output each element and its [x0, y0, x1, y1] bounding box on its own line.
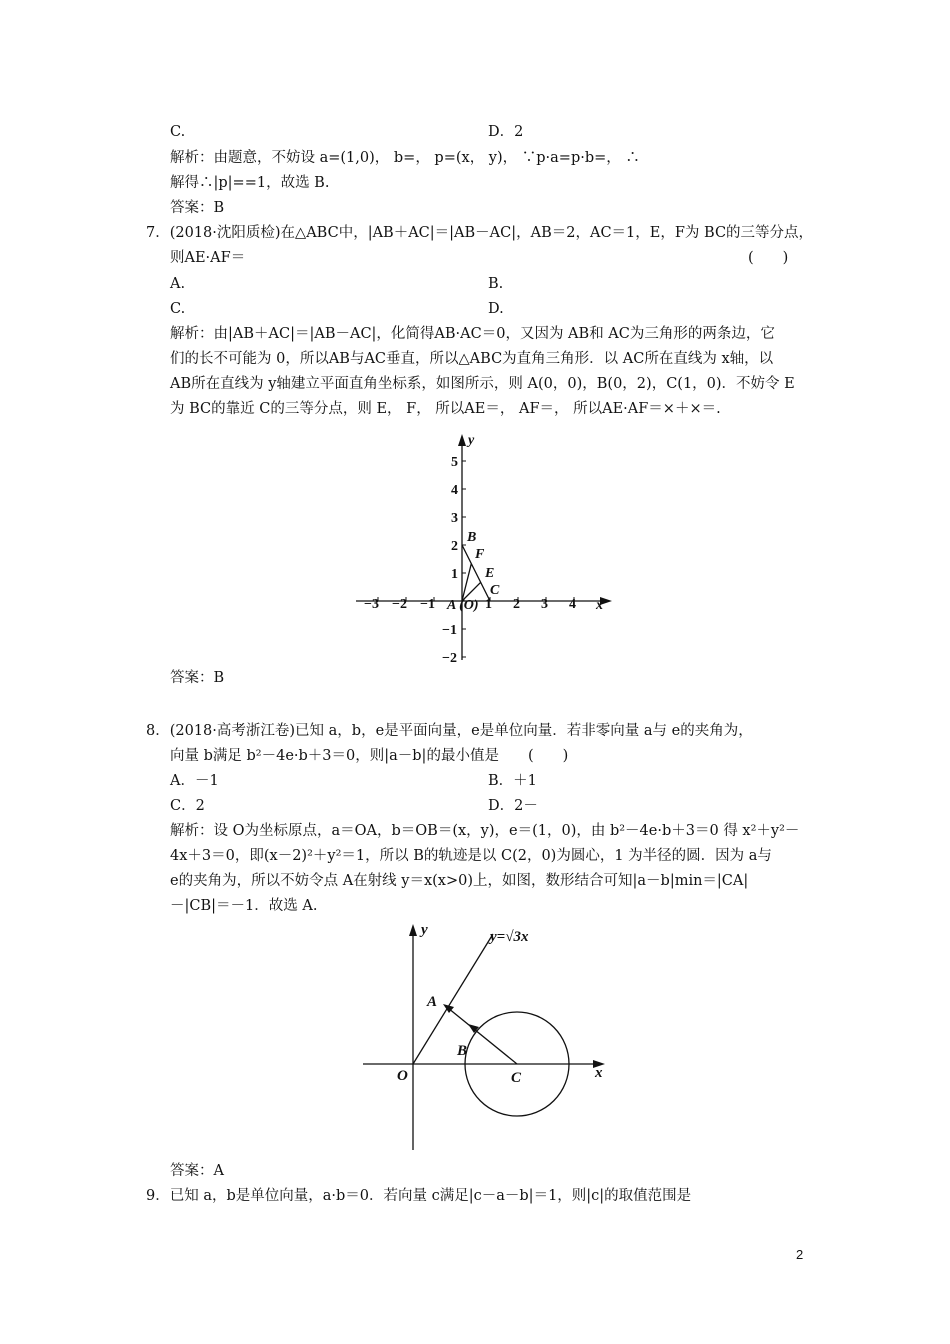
q8-point-a: A	[427, 994, 438, 1010]
q7-option-b: B.	[488, 276, 504, 292]
q7-origin-label: A (O)	[447, 598, 479, 613]
q8-point-c: C	[511, 1070, 522, 1086]
q7-option-d: D.	[488, 301, 504, 317]
q8-answer: 答案：A	[170, 1163, 224, 1179]
q7-option-a: A.	[170, 276, 186, 292]
q7-x-tick: −1	[420, 597, 435, 612]
q7-stem-line1: 7．(2018·沈阳质检)在△ABC中，|AB＋AC|＝|AB－AC|，AB＝2，AC＝1，E，F为 BC的三等分点，	[146, 225, 814, 241]
q7-solution-line2: 们的长不可能为 0，所以AB与AC垂直，所以△ABC为直角三角形．以 AC所在直线为 x轴，以	[170, 351, 774, 367]
q8-solution-line1: 解析：设 O为坐标原点，a＝OA，b＝OB＝(x，y)，e＝(1，0)，由 b²－4e·b＋3＝0 得 x²＋y²－	[170, 823, 800, 839]
q8-solution-line2: 4x＋3＝0，即(x－2)²＋y²＝1，所以 B的轨迹是以 C(2，0)为圆心，1 为半径的圆．因为 a与	[170, 848, 772, 864]
q6-option-c: C.	[170, 124, 186, 140]
q8-x-label: x	[595, 1065, 603, 1081]
q7-point-c: C	[490, 583, 500, 598]
q7-x-tick: 4	[569, 597, 576, 612]
q7-y-tick: −2	[442, 651, 457, 666]
q7-y-label: y	[468, 433, 475, 448]
q8-solution-line3: e的夹角为，所以不妨令点 A在射线 y＝x(x>0)上，如图，数形结合可知|a－b|min＝|CA|	[170, 873, 749, 889]
q7-solution-line4: 为 BC的靠近 C的三等分点，则 E， F， 所以AE＝， AF＝， 所以AE·AF＝×＋×＝.	[170, 401, 721, 417]
q7-y-tick: 5	[451, 455, 458, 470]
q8-option-d: D．2－	[488, 798, 538, 814]
q7-x-tick: 3	[541, 597, 548, 612]
q7-point-e: E	[485, 566, 495, 581]
q7-y-tick: 2	[451, 539, 458, 554]
q7-solution-line1: 解析：由|AB＋AC|＝|AB－AC|，化简得AB·AC＝0，又因为 AB和 AC为三角形的两条边，它	[170, 326, 775, 342]
q7-x-tick: −3	[364, 597, 379, 612]
q7-stem-line2: 则AE·AF＝	[170, 250, 246, 266]
q9-stem-line1: 9．已知 a，b是单位向量，a·b＝0．若向量 c满足|c－a－b|＝1，则|c|的取值范围是	[146, 1188, 692, 1204]
q8-stem-line1: 8．(2018·高考浙江卷)已知 a，b，e是平面向量，e是单位向量．若非零向量 a与 e的夹角为，	[146, 723, 753, 739]
q7-solution-line3: AB所在直线为 y轴建立平面直角坐标系，如图所示，则 A(0，0)，B(0，2)，C(1，0)．不妨令 E	[170, 376, 795, 392]
q8-circle-figure	[355, 920, 615, 1155]
q7-y-tick: 3	[451, 511, 458, 526]
q7-y-tick: 4	[451, 483, 458, 498]
q8-y-arrow	[409, 924, 417, 936]
q7-segment-af	[462, 564, 471, 601]
q8-stem-line2: 向量 b满足 b²－4e·b＋3＝0，则|a－b|的最小值是 ( )	[170, 748, 569, 764]
q8-option-a: A．－1	[170, 773, 219, 789]
q7-point-f: F	[475, 547, 485, 562]
q6-answer: 答案：B	[170, 200, 225, 216]
q7-y-tick: 1	[451, 567, 458, 582]
q8-option-b: B．＋1	[488, 773, 537, 789]
q6-option-d: D．2	[488, 124, 524, 140]
q7-coordinate-figure	[350, 428, 620, 666]
q7-point-b: B	[467, 530, 477, 545]
q7-x-tick: 2	[513, 597, 520, 612]
q7-y-tick: −1	[442, 623, 457, 638]
q7-answer: 答案：B	[170, 670, 225, 686]
q6-solution-line2: 解得∴|p|==1，故选 B.	[170, 175, 330, 191]
q8-ray-y-sqrt3x	[413, 934, 493, 1064]
q7-x-tick: 1	[485, 597, 492, 612]
q8-line-label: y=√3x	[490, 929, 529, 945]
q7-y-arrow	[458, 434, 466, 446]
page-number: 2	[796, 1247, 804, 1262]
q7-x-tick: −2	[392, 597, 407, 612]
q8-option-c: C．2	[170, 798, 205, 814]
q7-option-c: C.	[170, 301, 186, 317]
q8-y-label: y	[421, 922, 428, 938]
q7-x-label: x	[596, 598, 603, 613]
q8-point-o: O	[397, 1068, 408, 1084]
q6-solution-line1: 解析：由题意，不妨设 a=(1,0)， b=， p=(x， y)， ∵p·a=p·b=， ∴	[170, 150, 640, 166]
q8-solution-line4: －|CB|＝－1．故选 A.	[170, 898, 318, 914]
q7-answer-paren: ( )	[748, 250, 789, 266]
q8-point-b: B	[457, 1043, 468, 1059]
